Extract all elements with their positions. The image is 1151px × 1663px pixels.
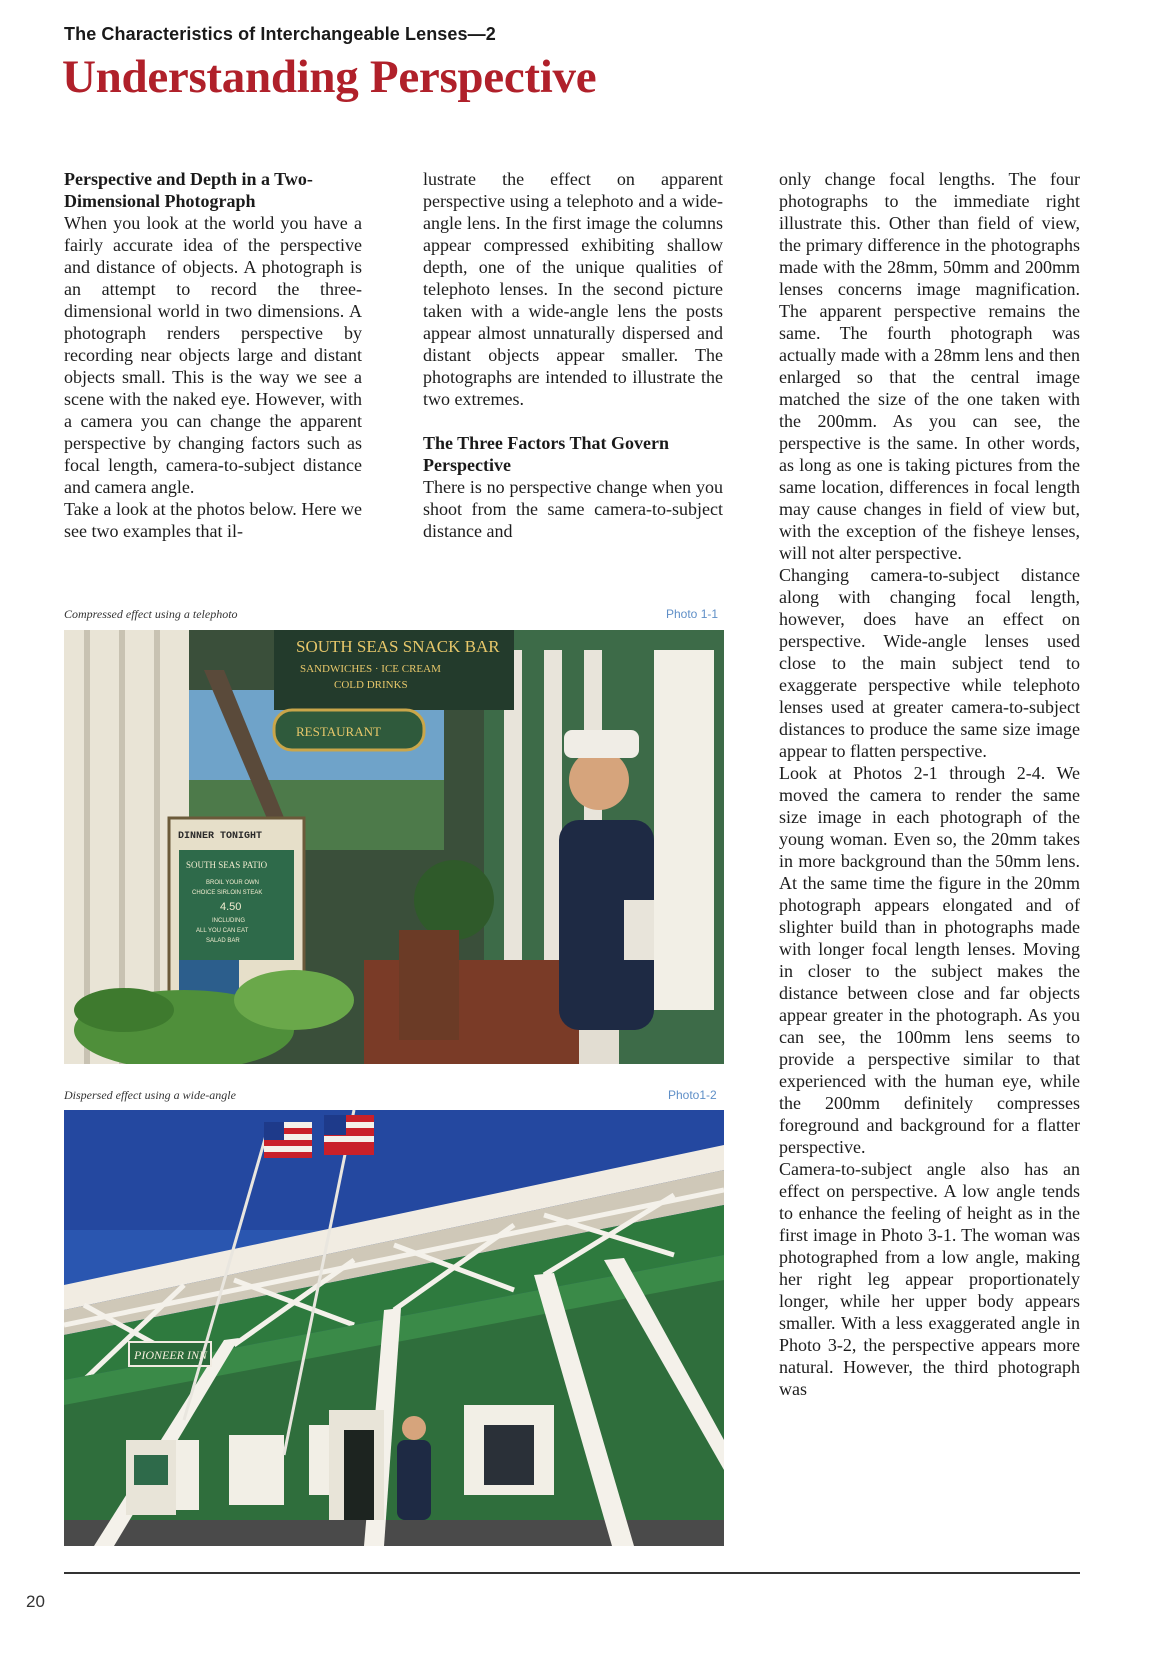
page-number: 20 <box>26 1592 45 1611</box>
paragraph: When you look at the world you have a fairly accurate idea of the perspective and distance of objects. A photograph is an attempt to record the three-dimensional world in two dimensions. A photograph renders perspective by recording near objects large and distant objects small. This is the way we see a scene with the naked eye. However, with a camera you can change the apparent perspective by changing factors such as focal length, camera-to-subject distance and camera angle. <box>64 213 362 497</box>
section-heading-perspective-depth: Perspective and Depth in a Two-Dimensional Photograph <box>64 169 313 211</box>
sign-text: SOUTH SEAS SNACK BAR <box>296 637 500 656</box>
sign-text-pioneer-inn: PIONEER INN <box>134 1348 207 1362</box>
board-text: INCLUDING <box>212 918 246 924</box>
photo-label-1-2: Photo1-2 <box>668 1088 717 1102</box>
sign-text: RESTAURANT <box>296 724 381 739</box>
board-text: 4.50 <box>220 901 242 913</box>
paragraph: Camera-to-subject angle also has an effect on perspective. A low angle tends to enhance the feeling of height as in the first image in Photo 3-1. The woman was photographed from a low angle, making her right leg appear proportionately longer, while her upper body appears smaller. With a less exaggerated angle in Photo 3-2, the perspective appears more natural. However, the third photograph was <box>779 1159 1080 1399</box>
paragraph: There is no perspective change when you shoot from the same camera-to-subject distance and <box>423 477 723 541</box>
text-column-2 <box>423 168 723 542</box>
sign-text: COLD DRINKS <box>334 679 408 691</box>
photo-label-1-1: Photo 1-1 <box>666 607 719 621</box>
text-column-1 <box>64 168 362 542</box>
photo-caption-wide-angle: Dispersed effect using a wide-angle <box>64 1088 236 1102</box>
text-column-3 <box>779 168 1080 1400</box>
board-text: SOUTH SEAS PATIO <box>186 860 268 870</box>
photo-telephoto-storefront <box>64 630 724 1064</box>
board-text: SALAD BAR <box>206 938 240 944</box>
photo-caption-telephoto: Compressed effect using a telephoto <box>64 607 238 621</box>
paragraph: only change focal lengths. The four photographs to the immediate right illustrate this. Other than field of view, the primary difference in the photographs made with the 28mm, 50mm and 200mm lenses concerns image magnification. The apparent perspective remains the same. The fourth photograph was actually made with a 28mm lens and then enlarged so that the central image matched the size of the one taken with the 200mm. As you can see, the perspective is the same. In other words, as long as one is taking pictures from the same location, differences in focal length may cause changes in field of view but, with the exception of the fisheye lenses, will not alter perspective. <box>779 169 1080 563</box>
paragraph: lustrate the effect on apparent perspective using a telephoto and a wide-angle lens. In the first image the columns appear compressed exhibiting shallow depth, one of the unique qualities of telephoto lenses. In the second picture taken with a wide-angle lens the posts appear almost unnaturally dispersed and distant objects appear smaller. The photographs are intended to illustrate the two extremes. <box>423 169 723 409</box>
board-text: ALL YOU CAN EAT <box>196 928 249 934</box>
footer-rule <box>64 1572 1080 1574</box>
paragraph: Look at Photos 2-1 through 2-4. We moved the camera to render the same size image in each photograph of the young woman. Even so, the 20mm takes in more background than the 50mm lens. At the same time the figure in the 20mm photograph appears elongated and of slighter build than in photographs made with longer focal length lenses. Moving in closer to the subject makes the distance between close and far objects appear greater in the photograph. As you can see, the 100mm lens seems to provide a perspective similar to that experienced with the human eye, while the 200mm definitely compresses foreground and background for a flatter perspective. <box>779 763 1080 1157</box>
section-heading-three-factors: The Three Factors That Govern Perspective <box>423 433 669 475</box>
board-text: BROIL YOUR OWN <box>206 880 260 886</box>
page-title: Understanding Perspective <box>62 51 597 103</box>
paragraph: Changing camera-to-subject distance along with changing focal length, however, does have an effect on perspective. Wide-angle lenses used close to the main subject tend to exaggerate perspective while telephoto lenses used at greater camera-to-subject distances to produce the same size image appear to flatten perspective. <box>779 565 1080 761</box>
paragraph: Take a look at the photos below. Here we see two examples that il- <box>64 499 362 541</box>
section-kicker: The Characteristics of Interchangeable Lenses—2 <box>64 24 496 44</box>
board-text: CHOICE SIRLOIN STEAK <box>192 890 263 896</box>
sign-text: SANDWICHES · ICE CREAM <box>300 663 441 675</box>
board-text: DINNER TONIGHT <box>178 831 263 842</box>
photo-wide-angle-pioneer-inn <box>64 1110 724 1546</box>
